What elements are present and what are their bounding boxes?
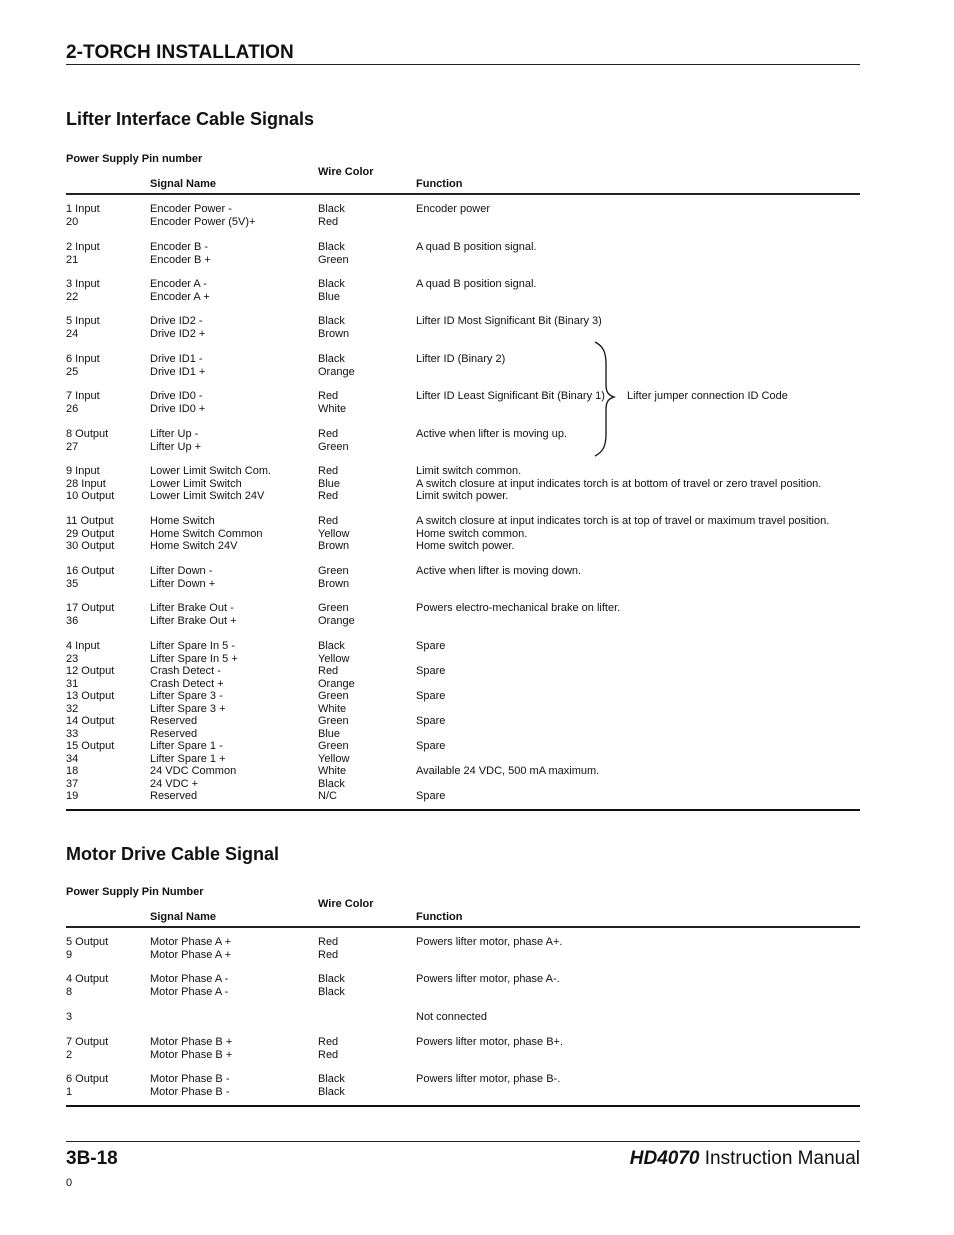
footer-rule [66,1141,860,1142]
motor-col-function: Function [416,911,463,923]
pin-cell: 3 [66,1011,73,1023]
signal-cell: Motor Phase B - Motor Phase B - [150,1073,230,1098]
function-cell: Spare Spare Spare Spare Spare Available 24 VDC, 500 mA maximum. Spare [416,640,600,802]
color-cell: Red Yellow Brown [318,515,350,552]
function-cell: A quad B position signal. [416,278,537,290]
product-name: HD4070 [629,1148,700,1169]
pin-cell: 6 Input 25 [66,353,100,378]
pin-cell: 9 Input 28 Input 10 Output [66,465,115,502]
function-cell: Lifter ID Most Significant Bit (Binary 3) [416,315,602,327]
signal-cell: Encoder A - Encoder A + [150,278,210,303]
pin-cell: 5 Output 9 [66,936,109,961]
signal-cell: Lower Limit Switch Com. Lower Limit Switch Lower Limit Switch 24V [150,465,272,502]
pin-cell: 7 Input 26 [66,390,100,415]
manual-label: Instruction Manual [699,1148,860,1169]
color-cell: Black Blue [318,278,345,303]
function-cell: Powers electro-mechanical brake on lifter. [416,602,621,614]
function-cell: Lifter ID Least Significant Bit (Binary 1) [416,390,605,402]
color-cell: Red Blue Red [318,465,341,502]
color-cell: Black Red [318,203,345,228]
signal-cell: Drive ID2 - Drive ID2 + [150,315,206,340]
function-cell: A switch closure at input indicates torch is at top of travel or maximum travel position. Home switch common. Home switch power. [416,515,830,552]
signal-cell: Lifter Up - Lifter Up + [150,428,202,453]
lifter-col-function: Function [416,178,463,190]
color-cell: Black Brown [318,315,350,340]
function-cell: Active when lifter is moving down. [416,565,582,577]
pin-cell: 3 Input 22 [66,278,100,303]
color-cell: Green Orange [318,602,355,627]
color-cell: Black Green [318,241,349,266]
function-cell: Active when lifter is moving up. [416,428,568,440]
function-cell: Powers lifter motor, phase B+. [416,1036,564,1048]
color-cell: Red Red [318,936,339,961]
motor-bottom-rule [66,1105,860,1107]
page-number: 3B-18 [66,1148,118,1169]
signal-cell: Lifter Brake Out - Lifter Brake Out + [150,602,237,627]
header-rule [66,64,860,65]
lifter-bottom-rule [66,809,860,811]
motor-header-rule [66,926,860,928]
color-cell: Black Yellow Red Orange Green White Green Blue Green Yellow White Black N/C [318,640,355,802]
signal-cell: Home Switch Home Switch Common Home Switch 24V [150,515,263,552]
pin-cell: 6 Output 1 [66,1073,109,1098]
function-cell: A quad B position signal. [416,241,537,253]
pin-cell: 8 Output 27 [66,428,109,453]
color-cell: Red Green [318,428,349,453]
pin-cell: 2 Input 21 [66,241,100,266]
manual-title [630,1148,860,1170]
pin-cell: 16 Output 35 [66,565,115,590]
signal-cell: Motor Phase A - Motor Phase A - [150,973,229,998]
color-cell: Black Black [318,973,345,998]
signal-cell: Drive ID0 - Drive ID0 + [150,390,206,415]
function-cell: Powers lifter motor, phase A+. [416,936,563,948]
function-cell: Not connected [416,1011,487,1023]
signal-cell: Encoder B - Encoder B + [150,241,211,266]
function-cell: Encoder power [416,203,490,215]
pin-cell: 5 Input 24 [66,315,100,340]
color-cell: Black Orange [318,353,355,378]
signal-cell: Lifter Spare In 5 - Lifter Spare In 5 + Crash Detect - Crash Detect + Lifter Spare 3 - Lifter Spare 3 + Reserved Reserved Lifter Spare 1 - Lifter Spare 1 + 24 VDC Common 24 VDC + Reserved [150,640,238,802]
color-cell: Red White [318,390,347,415]
motor-col-signal: Signal Name [150,911,217,923]
lifter-section-title: Lifter Interface Cable Signals [66,109,315,129]
footer-revision: 0 [66,1177,73,1189]
pin-cell: 17 Output 36 [66,602,115,627]
function-cell: Lifter ID (Binary 2) [416,353,506,365]
lifter-header-rule [66,193,860,195]
function-cell: Limit switch common. A switch closure at input indicates torch is at bottom of travel or zero travel position. Limit switch power. [416,465,822,502]
signal-cell: Encoder Power - Encoder Power (5V)+ [150,203,256,228]
function-cell: Powers lifter motor, phase A-. [416,973,560,985]
pin-cell: 1 Input 20 [66,203,100,228]
pin-cell: 11 Output 29 Output 30 Output [66,515,115,552]
signal-cell: Lifter Down - Lifter Down + [150,565,216,590]
pin-cell: 4 Input 23 12 Output 31 13 Output 32 14 Output 33 15 Output 34 18 37 19 [66,640,115,802]
color-cell: Black Black [318,1073,345,1098]
brace-label: Lifter jumper connection ID Code [627,390,788,402]
motor-col-color: Wire Color [318,898,374,910]
section-header: 2-TORCH INSTALLATION [66,42,294,63]
function-cell: Powers lifter motor, phase B-. [416,1073,561,1085]
motor-section-title: Motor Drive Cable Signal [66,844,280,864]
pin-cell: 7 Output 2 [66,1036,109,1061]
lifter-col-color: Wire Color [318,166,374,178]
signal-cell: Drive ID1 - Drive ID1 + [150,353,206,378]
curly-brace-icon [592,340,624,458]
signal-cell: Motor Phase B + Motor Phase B + [150,1036,233,1061]
lifter-col-pin: Power Supply Pin number [66,153,203,165]
motor-col-pin: Power Supply Pin Number [66,886,204,898]
signal-cell: Motor Phase A + Motor Phase A + [150,936,232,961]
color-cell: Red Red [318,1036,339,1061]
pin-cell: 4 Output 8 [66,973,109,998]
color-cell: Green Brown [318,565,350,590]
lifter-col-signal: Signal Name [150,178,217,190]
